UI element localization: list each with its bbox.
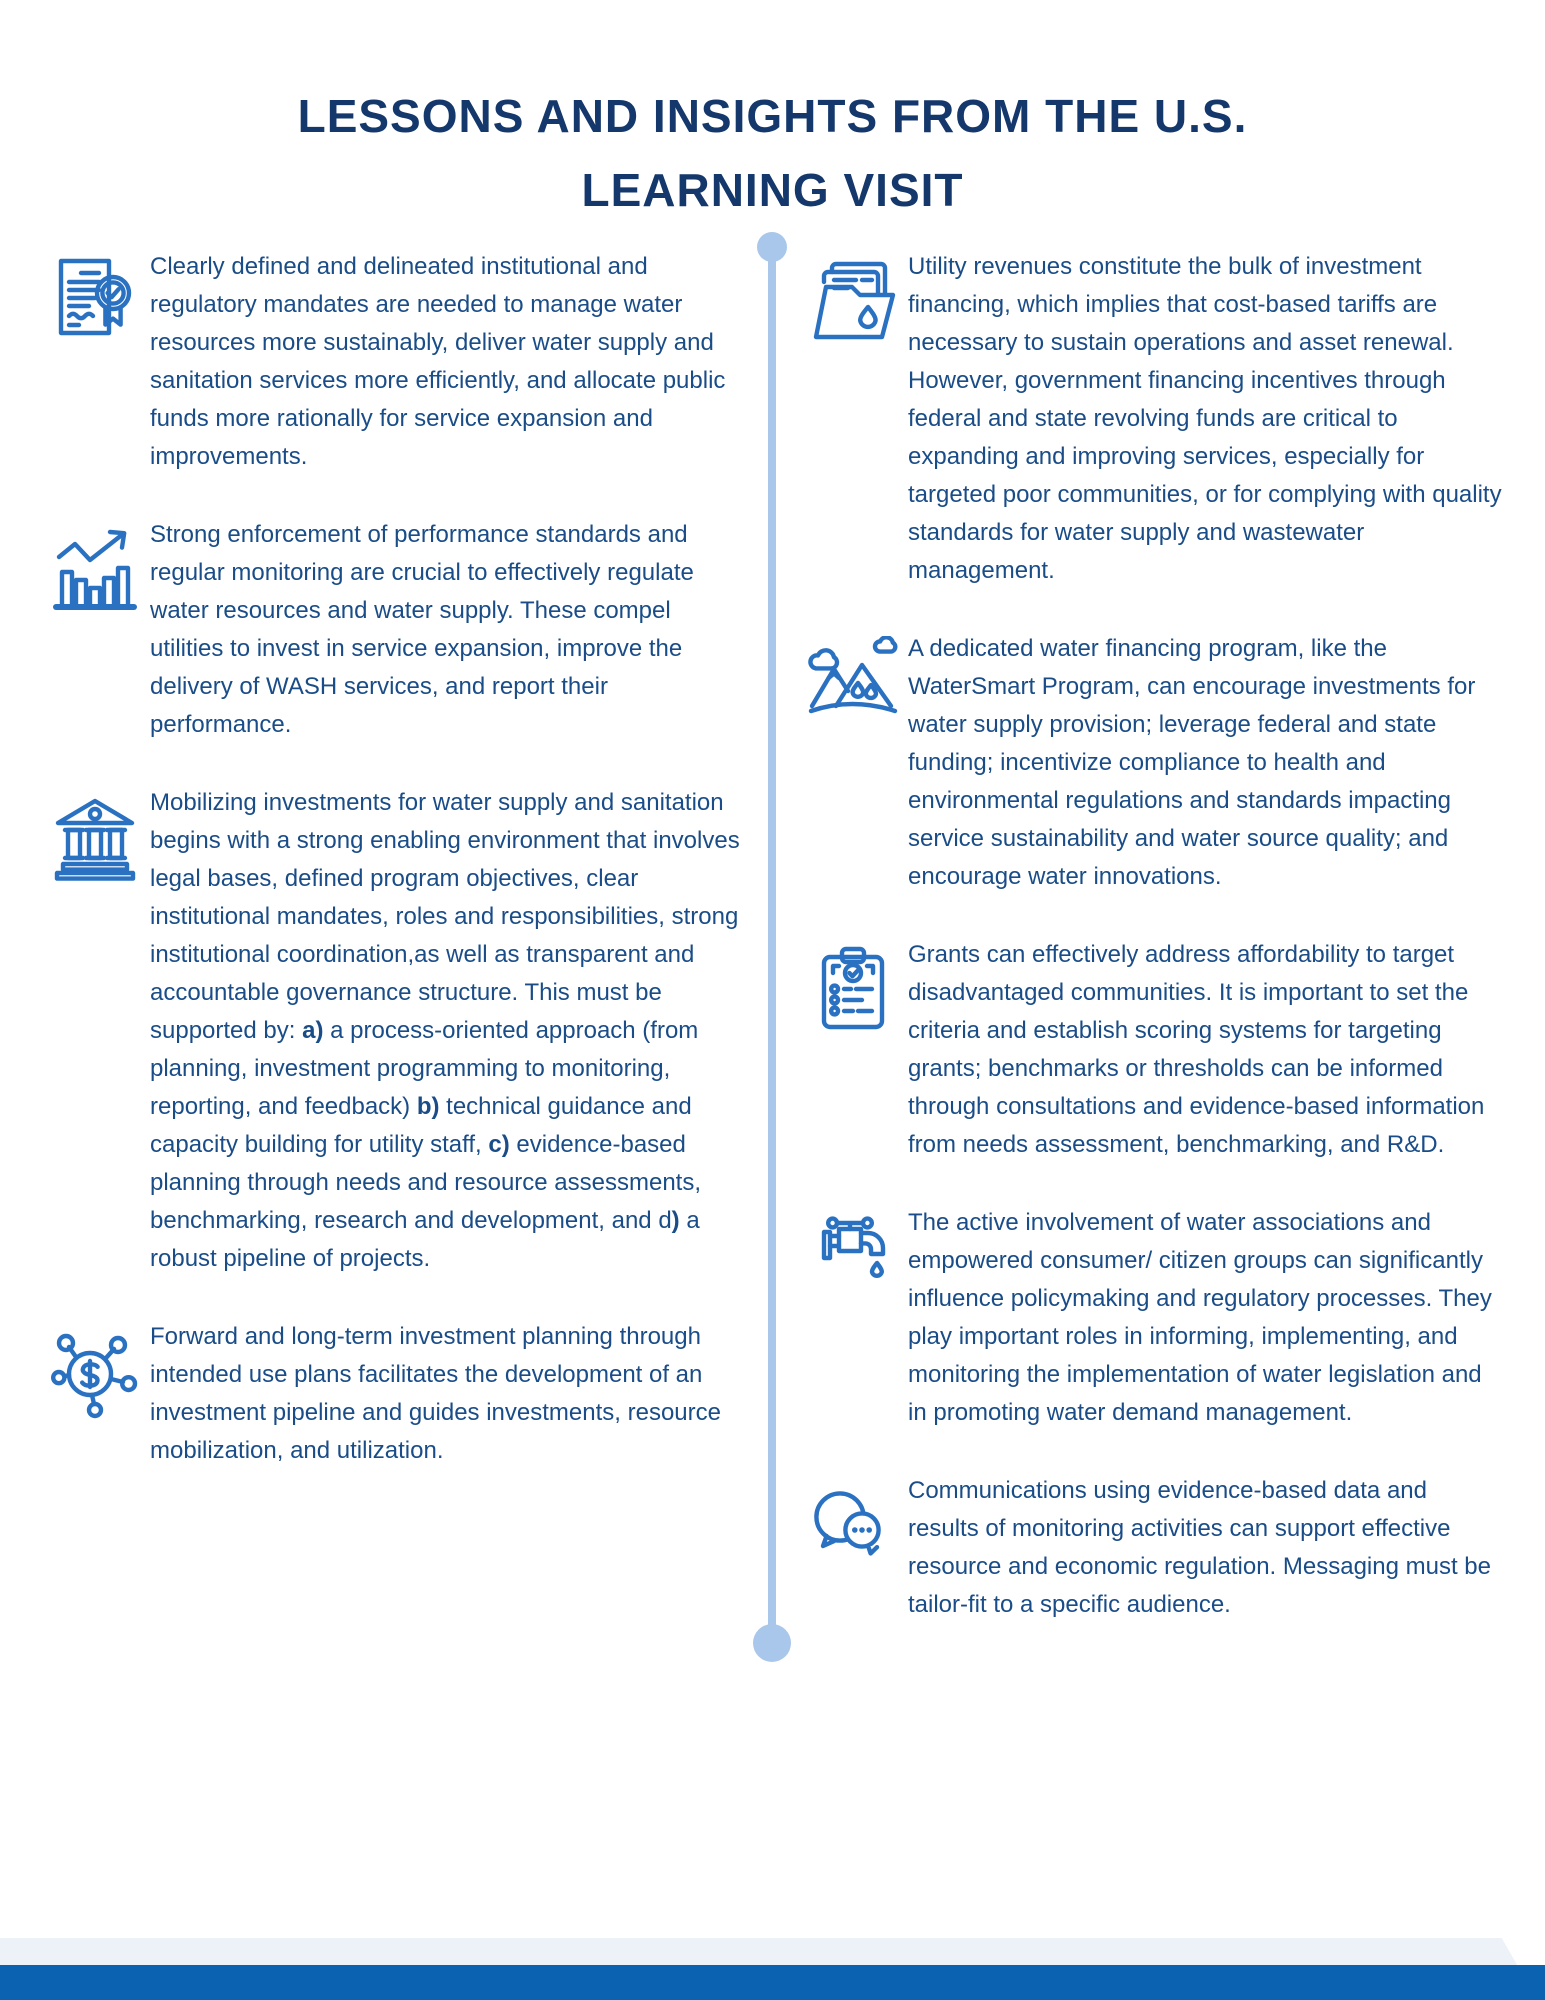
insight-item [40,516,746,744]
insight-text: Mobilizing investments for water supply and sanitation begins with a strong enabling environment that involves legal bases, defined program objectives, clear institutional mandates, roles and responsibilities, strong institutional coordination,as well as transparent and accountable governance structure. This must be supported by: a) a process-oriented approach (from planning, investment programming to monitoring, reporting, and feedback) b) technical guidance and capacity building for utility staff, c) evidence-based planning through needs and resource assessments, benchmarking, research and development, and d) a robust pipeline of projects. [150,789,740,1272]
timeline-divider [768,247,776,1643]
insight-item [798,1204,1504,1432]
insight-item [798,1472,1504,1624]
certificate-document-icon [40,248,150,350]
page-title-line2: LEARNING VISIT [581,163,964,216]
insight-text: The active involvement of water associations and empowered consumer/ citizen groups can significantly influence policymaking and regulatory processes. They play important roles in informing, implementing, and monitoring the implementation of water legislation and in promoting water demand management. [908,1209,1492,1426]
insight-item [798,630,1504,896]
insight-text: Forward and long-term investment planning through intended use plans facilitates the development of an investment pipeline and guides investments, resource mobilization, and utilization. [150,1323,721,1464]
insight-text: Strong enforcement of performance standards and regular monitoring are crucial to effectively regulate water resources and water supply. These compel utilities to invest in service expansion, improve the delivery of WASH services, and report their performance. [150,521,694,738]
right-column [798,248,1504,1664]
chat-bubbles-icon [798,1472,908,1574]
insight-text: Communications using evidence-based data and results of monitoring activities can support effective resource and economic regulation. Messaging must be tailor-fit to a specific audience. [908,1477,1491,1618]
bar-chart-growth-icon [40,516,150,618]
page-title [0,79,1545,227]
insight-text: Grants can effectively address affordability to target disadvantaged communities. It is important to set the criteria and establish scoring systems for targeting grants; benchmarks or thresholds can be informed through consultations and evidence-based information from needs assessment, benchmarking, and R&D. [908,941,1485,1158]
clipboard-checklist-icon [798,936,908,1038]
folder-water-drop-icon [798,248,908,350]
page-title-line1: LESSONS AND INSIGHTS FROM THE U.S. [297,89,1248,142]
insight-item [798,936,1504,1164]
insight-item [40,248,746,476]
faucet-drop-icon [798,1204,908,1306]
insight-text: Utility revenues constitute the bulk of investment financing, which implies that cost-based tariffs are necessary to sustain operations and asset renewal. However, government financing incentives through federal and state revolving funds are critical to expanding and improving services, especially for targeted poor communities, or for complying with quality standards for water supply and wastewater management. [908,253,1502,584]
insight-text: A dedicated water financing program, like the WaterSmart Program, can encourage investments for water supply provision; leverage federal and state funding; incentivize compliance to health and environmental regulations and standards impacting service sustainability and water source quality; and encourage water innovations. [908,635,1476,890]
insight-text: Clearly defined and delineated institutional and regulatory mandates are needed to manage water resources more sustainably, deliver water supply and sanitation services more efficiently, and allocate public funds more rationally for service expansion and improvements. [150,253,726,470]
footer-blue-bar [0,1965,1545,2000]
insight-item [40,1318,746,1470]
money-network-icon [40,1318,150,1420]
left-column [40,248,746,1510]
insight-item [40,784,746,1278]
insight-item [798,248,1504,590]
bank-building-icon [40,784,150,886]
footer-light-band [0,1938,1545,1965]
mountains-water-icon [798,630,908,732]
